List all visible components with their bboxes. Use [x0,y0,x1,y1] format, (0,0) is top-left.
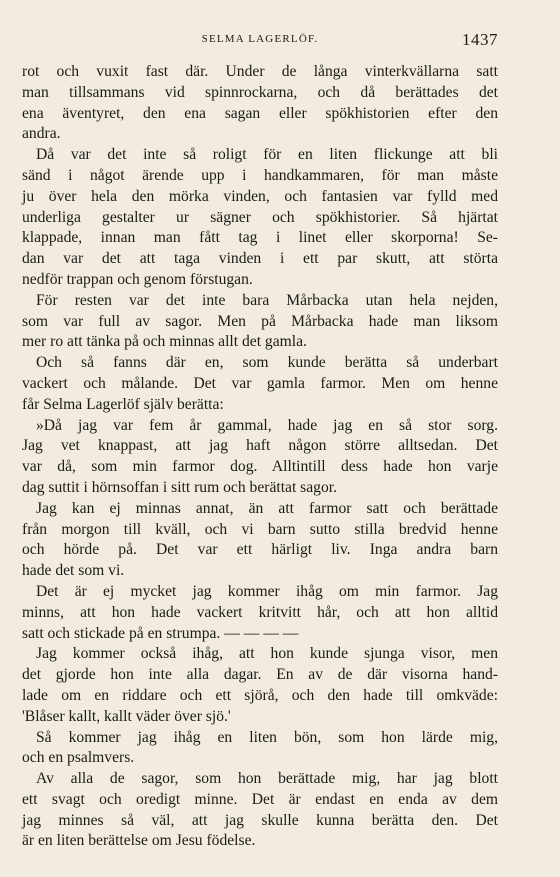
text-line: 'Blåser kallt, kallt väder över sjö.' [22,707,231,725]
body-text [22,62,498,852]
text-line: dan var det att taga vinden i ett par skutt, att störta [22,250,498,268]
text-line: andra. [22,125,61,143]
text-line: och en psalmvers. [22,749,135,767]
text-line: sänd i något ärende upp i handkammaren, för man måste [22,166,498,184]
text-line: det gjorde hon inte alla dagar. En av de där visorna hand- [22,666,498,684]
text-line: klappade, innan man fått tag i linet eller skorporna! Se- [22,229,498,247]
text-line: från morgon till kväll, och vi barn sutto stilla bredvid henne [22,520,498,538]
running-head [22,30,498,52]
text-line: nedför trappan och genom förstugan. [22,270,253,288]
text-line: rot och vuxit fast där. Under de långa vinterkvällarna satt [22,63,498,80]
text-line: Jag vet knappast, att jag haft någon större alltsedan. Det [22,437,498,455]
text-line: ju över hela den mörka vinden, och fantasien var fylld med [22,187,498,205]
text-line: och hörde på. Det var ett härligt liv. Inga andra barn [22,541,498,559]
text-line: var då, som min farmor dog. Alltintill dess hade hon varje [22,458,498,476]
text-line: hade det som vi. [22,562,125,580]
text-line: man tillsammans vid spinnrockarna, och då berättades det [22,83,498,101]
text-line: lade om en riddare och ett sjörå, och den hade till omkväde: [22,686,498,704]
text-line: Så kommer jag ihåg en liten bön, som hon lärde mig, [36,728,498,746]
text-line: Och så fanns där en, som kunde berätta så underbart [36,354,498,372]
text-line: ett svagt och oredigt minne. Det är endast en enda av dem [22,790,498,808]
text-line: ena äventyret, den ena sagan eller spökhistorien efter den [22,104,498,122]
text-line: Jag kan ej minnas annat, än att farmor satt och berättade [36,499,498,517]
text-line: får Selma Lagerlöf själv berätta: [22,395,224,413]
text-line: För resten var det inte bara Mårbacka utan hela nejden, [36,291,498,309]
running-head-author: SELMA LAGERLÖF. [201,33,319,45]
text-line: vackert och målande. Det var gamla farmor. Men om henne [22,374,498,392]
text-line: underliga gestalter ur sägner och spökhistorier. Så hjärtat [22,208,498,226]
text-line: dag suttit i hörnsoffan i sitt rum och berättat sagor. [22,478,337,496]
text-line: Då var det inte så roligt för en liten flickunge att bli [36,146,498,164]
text-line: mer ro att tänka på och minnas allt det gamla. [22,333,307,351]
text-line: »Då jag var fem år gammal, hade jag en så stor sorg. [36,416,498,434]
text-line: som var full av sagor. Men på Mårbacka hade man liksom [22,312,498,330]
text-line: är en liten berättelse om Jesu födelse. [22,832,256,850]
text-line: Jag kommer också ihåg, att hon kunde sjunga visor, men [36,645,498,663]
text-line: jag minnes så väl, att jag skulle kunna berätta den. Det [22,811,498,829]
text-line: satt och stickade på en strumpa. — — — — [22,624,299,642]
text-line: Det är ej mycket jag kommer ihåg om min farmor. Jag [36,582,498,600]
text-line: Av alla de sagor, som hon berättade mig, har jag blott [36,770,498,788]
text-line: minns, att hon hade vackert kritvitt hår, och att hon alltid [22,603,498,621]
page-number: 1437 [462,30,498,49]
